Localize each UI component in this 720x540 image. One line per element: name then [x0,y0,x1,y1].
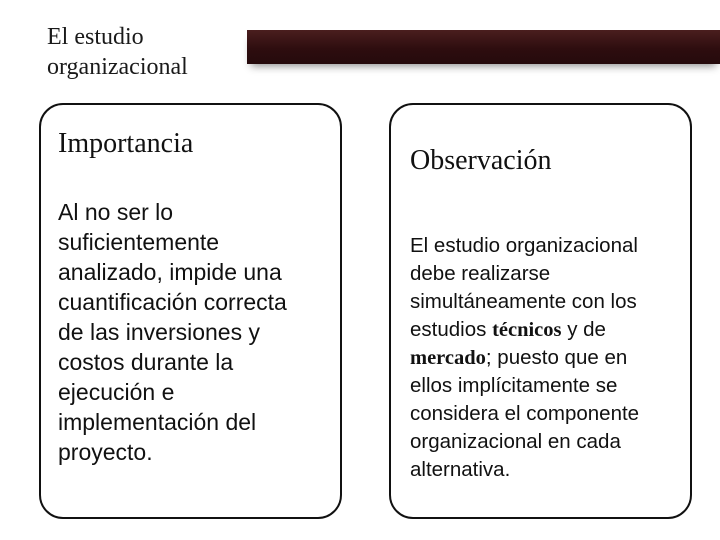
observacion-line: considera el componente [410,402,640,425]
importancia-line: Al no ser lo [58,199,174,225]
observacion-line: El estudio organizacional [410,234,638,257]
importancia-line: de las inversiones y [58,319,260,345]
observacion-text [410,232,688,484]
importancia-line: ejecución e [58,379,175,405]
observacion-text-segment: ; puesto que en [485,346,628,369]
mercado-emphasis: mercado [410,347,486,369]
observacion-text-segment: y de [561,318,606,341]
importancia-line: proyecto. [58,439,153,465]
tecnicos-emphasis: técnicos [492,319,562,341]
importancia-line: implementación del [58,409,257,435]
slide-title-line-2: organizacional [47,54,188,80]
importancia-line: costos durante la [58,349,234,375]
importancia-card [39,103,342,519]
observacion-line: ellos implícitamente se [410,374,618,397]
slide-title-line-1: El estudio [47,24,144,50]
observacion-text-segment: estudios [410,318,493,341]
observacion-line: debe realizarse [410,262,551,285]
observacion-line [410,344,688,372]
importancia-line: analizado, impide una [58,259,282,285]
importancia-text [58,197,336,467]
observacion-line: simultáneamente con los [410,290,637,313]
header-decorative-bar [247,30,720,64]
observacion-card [389,103,692,519]
observacion-line [410,316,688,344]
importancia-line: suficientemente [58,229,220,255]
observacion-title: Observación [410,145,552,176]
slide-title [47,22,188,82]
importancia-line: cuantificación correcta [58,289,287,315]
observacion-line: alternativa. [410,458,511,481]
observacion-line: organizacional en cada [410,430,621,453]
importancia-title: Importancia [58,128,194,159]
